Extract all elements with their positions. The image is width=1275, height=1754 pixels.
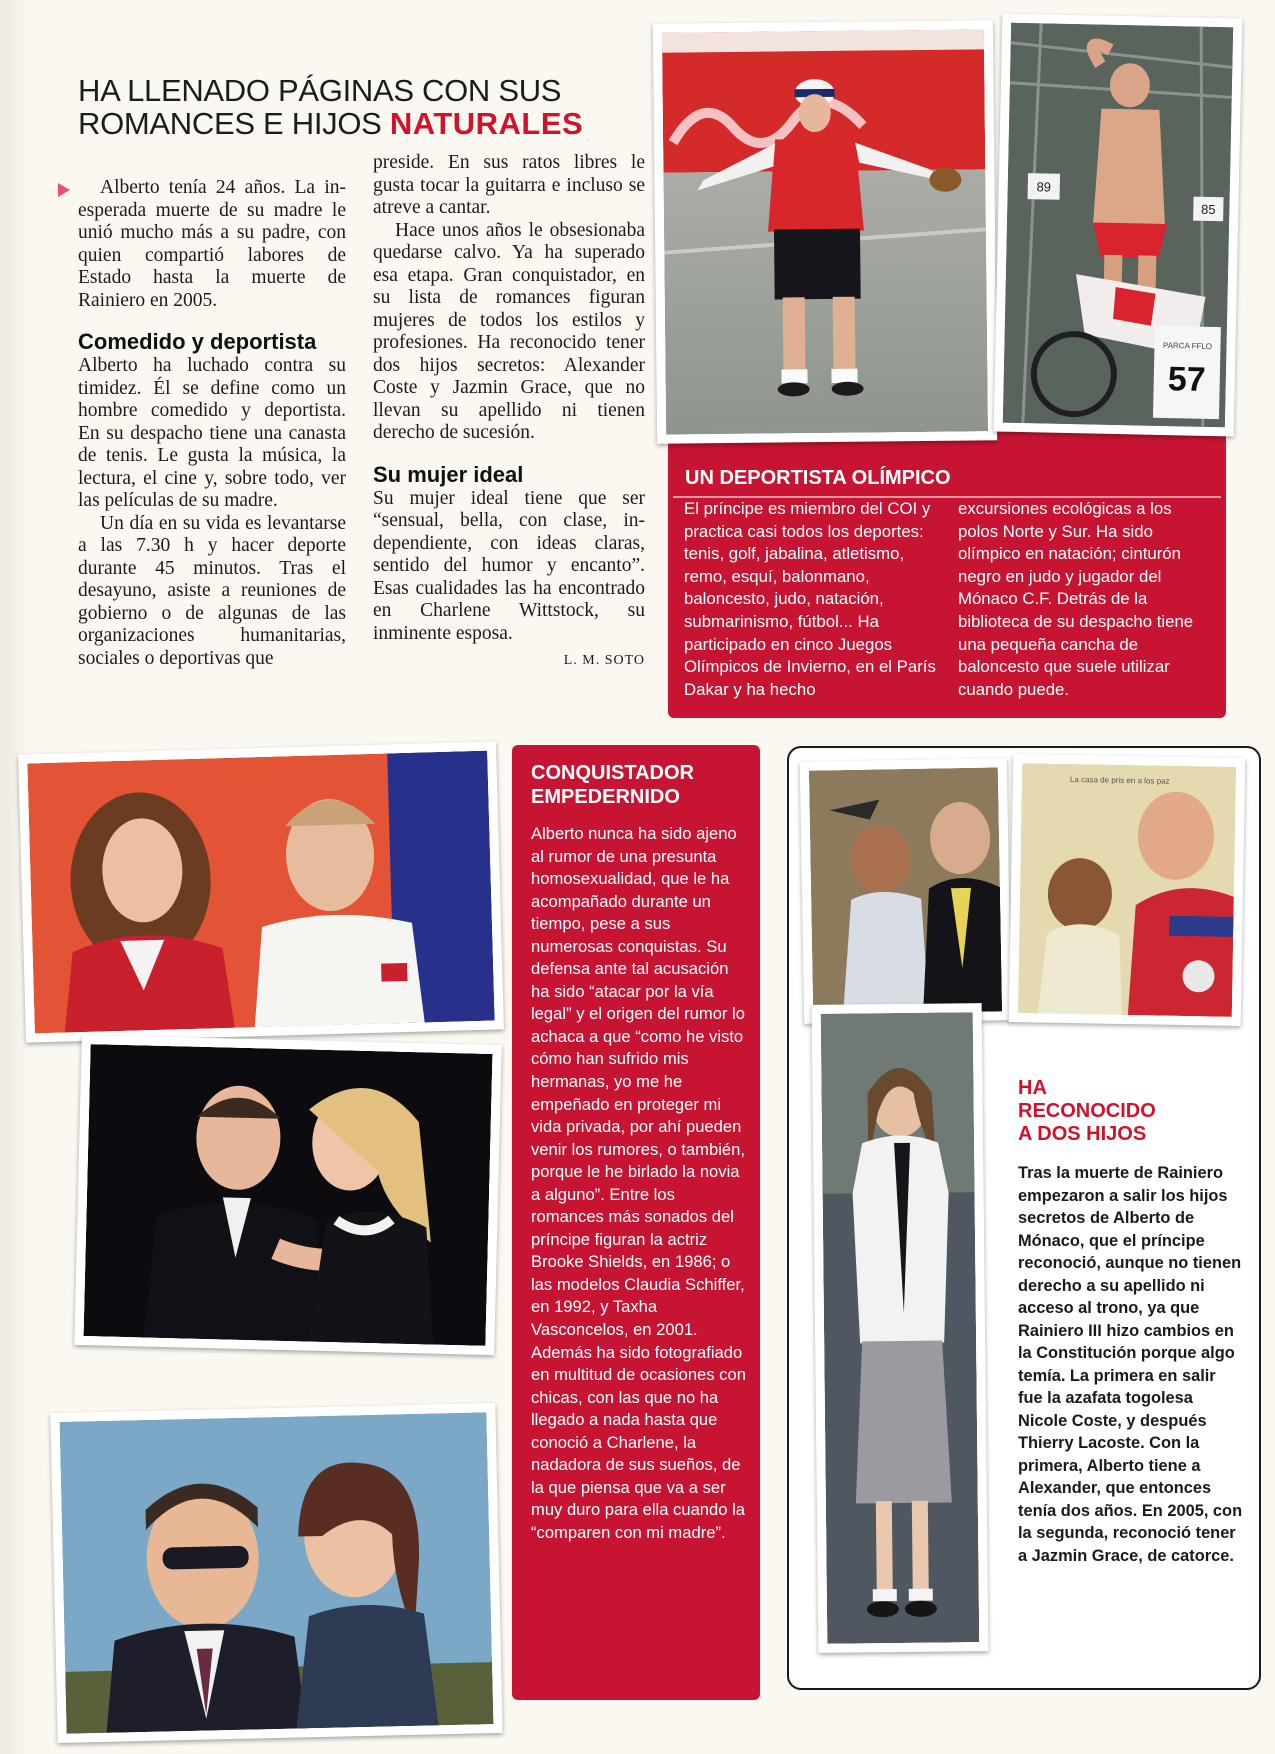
baby-2-illustration bbox=[1018, 763, 1236, 1017]
box-olimpico-title: UN DEPORTISTA OLÍMPICO bbox=[685, 467, 951, 489]
article-paragraph-4: preside. En sus ratos libres le gusta tocar la guitarra e incluso se atreve a cantar. bbox=[373, 152, 645, 218]
headline-line-2-plain: ROMANCES E HIJOS bbox=[78, 106, 390, 141]
bib-number: 57 bbox=[1167, 360, 1207, 399]
box-hijos-title bbox=[1018, 1077, 1238, 1146]
box-conquistador-title-line-1: CONQUISTADOR bbox=[531, 762, 694, 784]
photo-baseball-image bbox=[662, 29, 988, 434]
article-column-1 bbox=[78, 177, 346, 670]
jazmin-illustration bbox=[821, 1012, 980, 1644]
article-paragraph-2: Alberto ha luchado contra su timidez. Él se define como un hombre comedido y deportista. En su despacho tiene una canasta de tenis. Le gusta la música, la lectura, el cine y, sobre todo, ver las películas de su madre. bbox=[78, 355, 346, 511]
photo-baby-1-image bbox=[809, 767, 1002, 1014]
box-hijos-text: Tras la muerte de Rainiero empezaron a salir los hijos secretos de Alberto de Mónaco, que el príncipe reconoció, aunque no tienen derecho a su apellido ni acceso al trono, ya que Rainiero III hizo cambios en la Constitución porque algo temía. La primera en salir fue la azafata togolesa Nicole Coste, y después Thierry Lacoste. Con la primera, Alberto tiene a Alexander, que entonces tenía dos años. En 2005, con la segunda, reconoció tener a Jazmin Grace, de catorce. bbox=[1018, 1164, 1243, 1565]
box-conquistador-title bbox=[531, 761, 751, 809]
photo-baseball bbox=[653, 20, 997, 444]
box-hijos-title-line-1: HA bbox=[1018, 1077, 1047, 1099]
headline-line-2 bbox=[78, 107, 638, 140]
photo-brooke-image bbox=[27, 751, 494, 1034]
photo-triathlon bbox=[994, 14, 1243, 437]
photo-claudia-schiffer bbox=[74, 1035, 501, 1355]
article-paragraph-5: Hace unos años le obsesionaba quedarse calvo. Ya ha superado esa etapa. Gran conquistador, en su lista de romances figuran mujeres de todos los estilos y profesiones. Ha reconocido tener dos hijos secretos: Alexander Coste y Jazmin Grace, que no llevan su apellido ni tienen derecho de sucesión. bbox=[373, 219, 645, 443]
photo-baby-2 bbox=[1009, 754, 1246, 1026]
article-column-2 bbox=[373, 152, 645, 673]
bike-tag-1: 89 bbox=[1036, 179, 1052, 195]
magazine-caption: La casa de pris en a los paz bbox=[1069, 774, 1170, 786]
article-paragraph-3: Un día en su vida es levantarse a las 7.30 h y hacer deporte durante 45 minutos. Tras el desayuno, asiste a reuniones de gobierno o de algunas de las organizaciones humanitarias, sociales o deportivas que bbox=[78, 512, 346, 669]
subheading-comedido: Comedido y deportista bbox=[78, 329, 317, 354]
baby-1-illustration bbox=[809, 767, 1002, 1014]
photo-claudia-image bbox=[83, 1044, 492, 1346]
box-conquistador-title-line-2: EMPEDERNIDO bbox=[531, 786, 680, 808]
headline-highlight: NATURALES bbox=[389, 106, 584, 141]
claudia-illustration bbox=[83, 1044, 492, 1346]
brooke-illustration bbox=[27, 751, 494, 1034]
box-olimpico-text-1: El príncipe es miembro del COI y practica casi todos los deportes: tenis, golf, jabalina, atletismo, remo, esquí, balonmano, baloncesto, judo, natación, submarinismo, fútbol... Ha participado en cinco Juegos Olímpicos de Invierno, en el París Dakar y ha hecho bbox=[684, 499, 936, 699]
byline: L. M. SOTO bbox=[563, 653, 645, 668]
photo-triathlon-image bbox=[1003, 23, 1233, 428]
photo-baby-2-image bbox=[1018, 763, 1236, 1017]
start-triangle-icon bbox=[58, 183, 70, 197]
photo-taxha-vasconcelos bbox=[50, 1403, 502, 1743]
box-conquistador-text: Alberto nunca ha sido ajeno al rumor de una presunta homosexualidad, que le ha acompañado durante un tiempo, pese a sus numerosas conquistas. Su defensa ante tal acusación ha sido “atacar por la vía legal” y el origen del rumor lo achaca a que “como he visto cómo han sufrido mis hermanas, yo me he empeñado en proteger mi vida privada, por ahí pueden venir los rumores, o también, porque le he birlado la novia a alguno”. Entre los romances más sonados del príncipe figuran la actriz Brooke Shields, en 1986; o las modelos Claudia Schiffer, en 1992, y Taxha Vasconcelos, en 2001. Además ha sido fotografiado en multitud de ocasiones con chicas, con las que no ha llegado a nada hasta que conoció a Charlene, la nadadora de sus sueños, de la que piensa que va a ser muy duro para ella cuando la “comparen con mi madre”. bbox=[531, 824, 746, 1542]
box-olimpico-text-2: excursiones ecológicas a los polos Norte y Sur. Ha sido olímpico en natación; cinturón negro en judo y jugador del Mónaco C.F. Detrás de la biblioteca de su despacho tiene una pequeña cancha de baloncesto que suele utilizar cuando puede. bbox=[958, 499, 1194, 699]
bib-label: PARCA FFLO bbox=[1162, 340, 1213, 351]
taxha-illustration bbox=[60, 1412, 494, 1734]
box-hijos-title-line-2: RECONOCIDO bbox=[1018, 1100, 1156, 1122]
photo-taxha-image bbox=[60, 1412, 494, 1734]
subheading-mujer-ideal: Su mujer ideal bbox=[373, 461, 524, 487]
bike-tag-2: 85 bbox=[1200, 201, 1216, 218]
headline-line-1: HA LLENADO PÁGINAS CON SUS bbox=[78, 73, 562, 108]
triathlon-illustration bbox=[1003, 23, 1233, 428]
photo-brooke-shields bbox=[18, 741, 504, 1042]
photo-jazmin-image bbox=[821, 1012, 980, 1644]
box-hijos-title-line-3: A DOS HIJOS bbox=[1018, 1123, 1147, 1145]
headline bbox=[78, 74, 638, 140]
article-paragraph-1: Alberto tenía 24 años. La inesperada muerte de su madre le unió mucho más a su padre, con quien compartió labores de Estado hasta la muerte de Rainiero en 2005. bbox=[78, 177, 346, 311]
photo-jazmin bbox=[812, 1003, 989, 1653]
photo-baby-1 bbox=[800, 758, 1012, 1024]
baseball-illustration bbox=[662, 29, 988, 434]
article-paragraph-6: Su mujer ideal tiene que ser “sensual, bella, con clase, independiente, con ideas claras, sentido del humor y encanto”. Esas cualidades las ha encontrado en Charlene Wittstock, su inminente esposa. bbox=[373, 487, 645, 644]
